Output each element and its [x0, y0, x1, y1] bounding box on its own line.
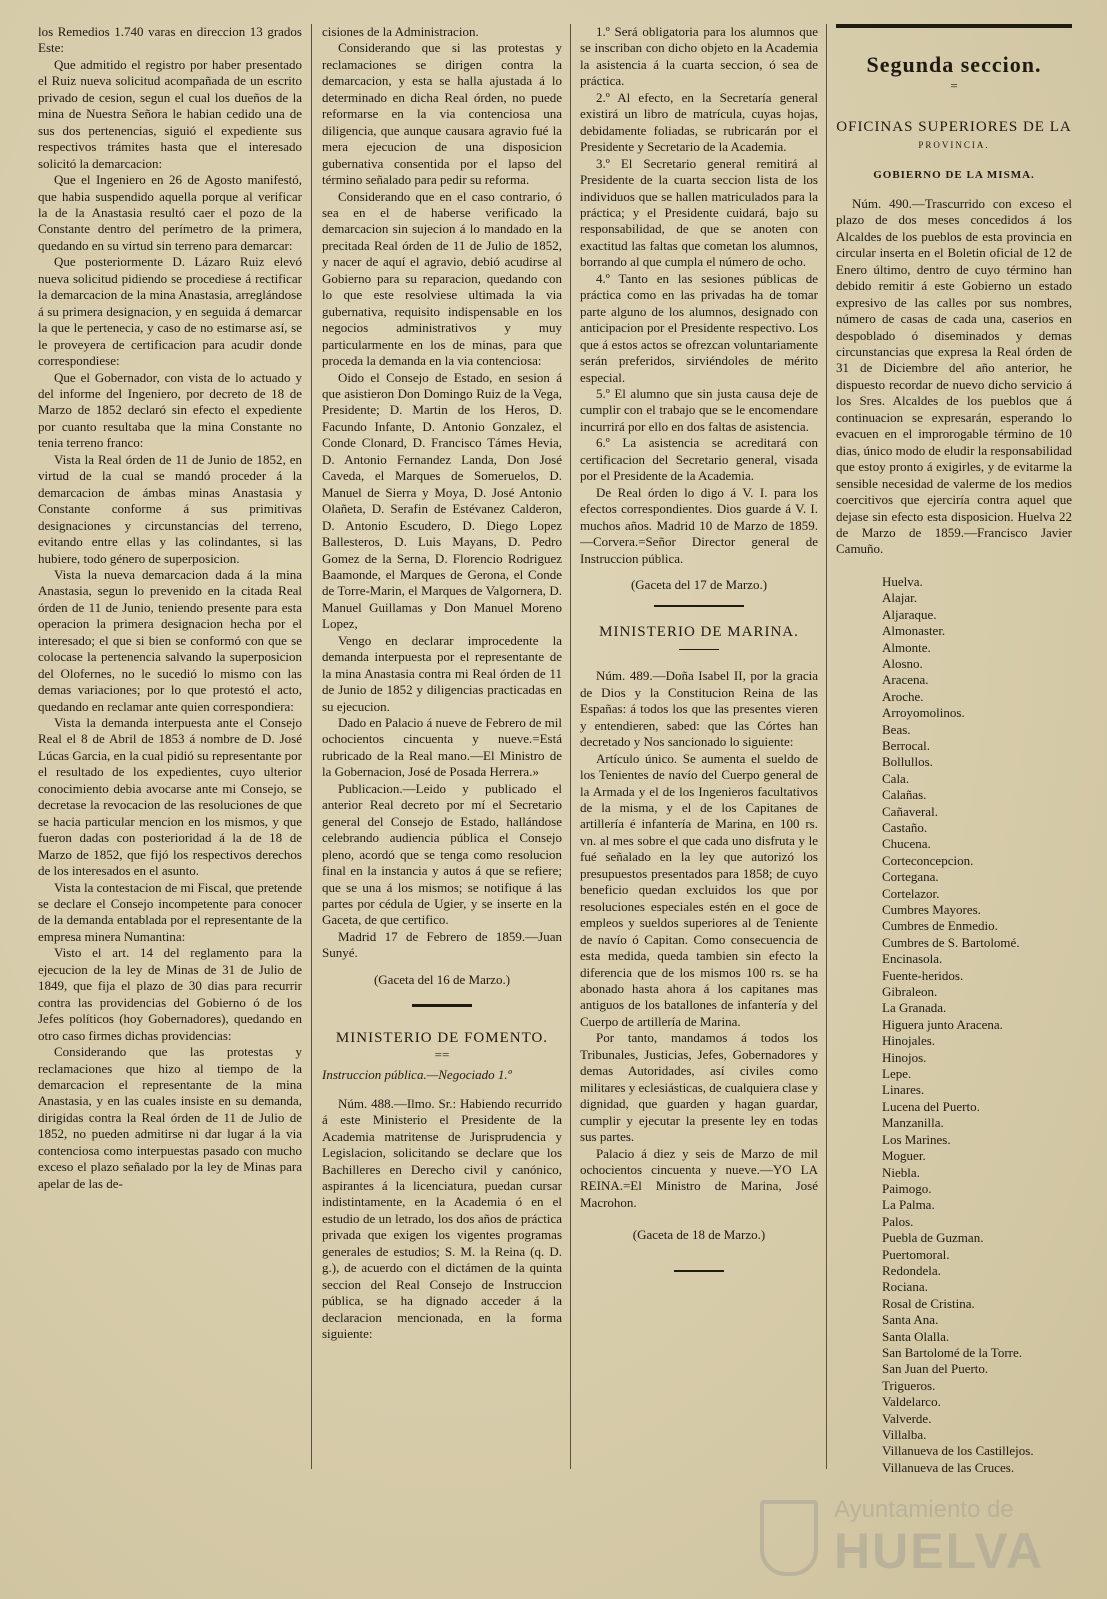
section-title: Segunda seccion. [866, 52, 1042, 77]
watermark-logo [760, 1496, 1050, 1586]
town-item: Cortelazor. [882, 885, 940, 901]
town-item: Castaño. [882, 819, 928, 835]
paragraph: 6.º La asistencia se acreditará con certificacion del Secretario general, visada por el Presidente de la Academia. [580, 435, 818, 484]
town-item: Chucena. [882, 836, 931, 852]
town-item: Cumbres de S. Bartolomé. [882, 934, 1020, 950]
paragraph: Que admitido el registro por haber presentado el Ruiz nueva solicitud acompañada de un escrito privado de cesion, segun el cual los dueños de la mina de Nuestra Señora le habian cedido una de sus dos pertenencias, siguió el expediente sus respectivos trámites hasta que el interesado solicitó la demarcacion: [38, 56, 302, 171]
town-item: Redondela. [882, 1262, 941, 1278]
town-item: La Palma. [882, 1197, 935, 1213]
town-item: Gibraleon. [882, 984, 938, 1000]
section-heading-marina: MINISTERIO DE MARINA. [599, 624, 799, 641]
town-item: Santa Olalla. [882, 1328, 950, 1344]
section-heading-fomento: MINISTERIO DE FOMENTO. [335, 1030, 549, 1047]
paragraph: Madrid 17 de Febrero de 1859.—Juan Sunyé. [322, 928, 562, 961]
town-item: Encinasola. [882, 951, 943, 967]
paragraph: Artículo único. Se aumenta el sueldo de los Tenientes de navío del Cuerpo general de la Armada y el de los Ingenieros facultativos de la misma, y el de los Capitanes de artillería é infantería de Marina, en 100 rs. vn. al mes sobre el que cada uno disfruta y le fué señalado en la ley que autorizó los presupuestos presentados para 1858; de cuyo beneficio quedan excluidos los que por resoluciones especiales estén en el goce de empleos y sueldos superiores al de Teniente de navío ó Capitan. Como consecuencia de esta medida, queda tambien sin efecto la diferencia que de los mismos 100 rs. se ha abonado hasta ahora á los capitanes mas antiguos de los batallones de infantería y del Cuerpo de artillería de Marina. [580, 750, 818, 1029]
paragraph: 5.º El alumno que sin justa causa deje de cumplir con el trabajo que se le encomendare incurrirá por ello en dos faltas de asistencia. [580, 385, 818, 434]
column-1 [38, 24, 302, 1489]
town-item: Lepe. [882, 1066, 912, 1082]
town-item: Villanueva de los Castillejos. [882, 1443, 1034, 1459]
town-item: Villalba. [882, 1427, 927, 1442]
town-item: Aracena. [882, 672, 929, 688]
gaceta-citation: (Gaceta de 18 de Marzo.) [632, 1227, 766, 1243]
heading-gobierno: GOBIERNO DE LA MISMA. [873, 169, 1035, 182]
paragraph: Núm. 489.—Doña Isabel II, por la gracia de Dios y la Constitucion Reina de las Españas: á todos los que las presentes vieren y entendieren, sabed: que las Córtes han decretado y Nos sancionado lo siguiente: [580, 668, 818, 750]
town-item: Valverde. [882, 1410, 932, 1426]
paragraph: 2.º Al efecto, en la Secretaría general existirá un libro de matrícula, cuyas hojas, debidamente foliadas, se rubricarán por el Presidente y Secretario de la Academia. [580, 89, 818, 155]
town-item: Hinojos. [882, 1049, 927, 1065]
town-item: Cumbres Mayores. [882, 902, 981, 917]
paragraph: los Remedios 1.740 varas en direccion 13 grados Este: [38, 24, 302, 56]
town-item: Villanueva de las Cruces. [882, 1459, 1015, 1475]
column-2 [322, 24, 562, 1489]
town-item: Higuera junto Aracena. [882, 1016, 1003, 1032]
town-item: Paimogo. [882, 1180, 932, 1196]
town-item: Trigueros. [882, 1377, 936, 1393]
section-divider [412, 1004, 472, 1007]
column-3 [580, 24, 818, 1489]
column-rule [311, 24, 312, 1469]
paragraph: Vista la nueva demarcacion dada á la mina Anastasia, segun lo prevenido en la citada Real órden de 11 de Junio, teniendo presente para esta operacion la primera designacion hecha por el interesado; el que si bien se conformó con que se colocase la pertenencia salvando la superposicion del Olofernes, no le sucedió lo mismo con las demas variaciones; por lo que protestó el acto, quedando en reclamar ante quien correspondiera: [38, 566, 302, 714]
paragraph: Visto el art. 14 del reglamento para la ejecucion de la ley de Minas de 31 de Julio de 1849, que fija el plazo de 30 dias para recurrir contra las providencias del Gobierno ó de los Jefes políticos (hoy Gobernadores), quedando en otro caso firmes dichas providencias: [38, 945, 302, 1043]
town-item: Arroyomolinos. [882, 705, 965, 721]
town-item: Almonte. [882, 639, 931, 655]
paragraph: cisiones de la Administracion. [322, 24, 479, 39]
paragraph: Vengo en declarar improcedente la demanda interpuesta por el representante de la mina Anastasia contra mi Real órden de 11 de Junio de 1852 y diligencias practicadas en su ejecucion. [322, 632, 562, 714]
town-item: Moguer. [882, 1148, 926, 1164]
paragraph: 3.º El Secretario general remitirá al Presidente de la cuarta seccion lista de los individuos que se hallen matriculados para la práctica; y el Presidente cuidará, bajo su responsabilidad, de que se anoten con exactitud las faltas que cometan los alumnos, borrando al que cumpla el número de ocho. [580, 155, 818, 270]
town-item: Santa Ana. [882, 1312, 939, 1328]
column-rule [570, 24, 571, 1469]
town-item: Cañaveral. [882, 803, 938, 819]
town-item: Beas. [882, 721, 911, 737]
town-item: Manzanilla. [882, 1115, 944, 1131]
paragraph: Palacio á diez y seis de Marzo de mil ochocientos cincuenta y nueve.—YO LA REINA.=El Ministro de Marina, José Macrohon. [580, 1145, 818, 1210]
paragraph: Que posteriormente D. Lázaro Ruiz elevó nueva solicitud pidiendo se procediese á rectificar la demarcacion de la mina Anastasia, arreglándose á su primera designacion, y en seguida á demarcar la que le pertenecia, y caso de no estimarse así, se le proveyera de certificacion para acudir donde correspondiese: [38, 254, 302, 369]
town-item: Aroche. [882, 688, 924, 704]
town-item: Cortegana. [882, 869, 939, 885]
title-underline: = [950, 78, 958, 93]
town-item: Hinojales. [882, 1033, 936, 1049]
town-item: Fuente-heridos. [882, 967, 964, 983]
town-item: Berrocal. [882, 737, 931, 753]
town-item: Calañas. [882, 787, 927, 803]
paragraph: 4.º Tanto en las sesiones públicas de práctica como en las privadas ha de tomar parte alguno de los alumnos, designado con anticipacion por el Presidente respectivo. Los que á estos actos se ofrezcan voluntariamente serán preferidos, sirviéndoles de mérito especial. [580, 270, 818, 385]
town-item: Alajar. [882, 590, 918, 606]
heading-underline [679, 649, 719, 650]
paragraph: Vista la Real órden de 11 de Junio de 1852, en virtud de la cual se mandó proceder á la demarcacion de ámbas minas Anastasia y Constante conforme á sus primitivas designaciones y circunstancias del terreno, evitando entre ellas y las colindantes, si las hubiere, todo género de superposicion. [38, 451, 302, 566]
town-item: Aljaraque. [882, 606, 937, 622]
paragraph: De Real órden lo digo á V. I. para los efectos correspondientes. Dios guarde á V. I. muchos años. Madrid 10 de Marzo de 1859.—Corvera.=Señor Director general de Instruccion pública. [580, 484, 818, 566]
town-item: Rociana. [882, 1279, 928, 1295]
paragraph: Vista la demanda interpuesta ante el Consejo Real el 8 de Abril de 1853 á nombre de D. José Lúcas Garcia, en la cual pidió su representante por el resultado de los expedientes, cuyo ulterior conocimiento debia avocarse ante mi Consejo, se decretase la revocacion de las resoluciones de que se hacia particular mencion en los mismos, y que fueron dadas con posterioridad á la de 18 de Marzo de 1852, que fijó los respectivos derechos de los interesados en el asunto. [38, 715, 302, 879]
section-divider [674, 1270, 724, 1272]
column-4 [836, 24, 1072, 1489]
town-item: Alosno. [882, 655, 923, 671]
town-item: Almonaster. [882, 623, 946, 639]
town-item: Los Marines. [882, 1131, 951, 1147]
town-item: Lucena del Puerto. [882, 1098, 980, 1114]
town-item: La Granada. [882, 1000, 947, 1016]
town-item: Puebla de Guzman. [882, 1230, 984, 1246]
paragraph: Que el Ingeniero en 26 de Agosto manifestó, que habia suspendido aquella porque al verificar la de la Anastasia resultó caer el pozo de la Constante dentro del perímetro de la primera, quedando en su virtud sin terreno para demarcar: [38, 172, 302, 253]
town-item: Cumbres de Enmedio. [882, 918, 998, 934]
town-item: Bollullos. [882, 754, 933, 770]
town-item: Corteconcepcion. [882, 852, 974, 868]
town-item: Rosal de Cristina. [882, 1295, 975, 1311]
paragraph: Dado en Palacio á nueve de Febrero de mil ochocientos cincuenta y nueve.=Está rubricado de la Real mano.—El Ministro de la Gobernacion, José de Posada Herrera.» [322, 715, 562, 780]
town-item: Palos. [882, 1213, 914, 1229]
watermark-line2: HUELVA [834, 1523, 1045, 1579]
town-item: Niebla. [882, 1164, 920, 1180]
paragraph: Núm. 490.—Trascurrido con exceso el plazo de dos meses concedidos á los Alcaldes de los pueblos de esta provincia en circular inserta en el Boletin oficial de 12 de Enero último, dentro de cuyo término han debido remitir á este Gobierno un estado expresivo de las calles por sus nombres, número de casas de cada una, caserios en despoblado ó diseminados y demas circunstancias que expresa la Real órden de 31 de Diciembre del año anterior, he dispuesto recordar de nuevo dicho servicio á los Sres. Alcaldes de los pueblos que á continuacion se expresarán, esperando lo evacuen en el improrogable término de 10 dias, único modo de eludir la responsabilidad que estoy pronto á exigirles, y de evitarme la sensible necesidad de valerme de los medios coercitivos que ejerciría contra aquel que dejase sin efecto esta disposicion. Huelva 22 de Marzo de 1859.—Francisco Javier Camuño. [836, 195, 1072, 557]
column-rule [826, 24, 827, 1469]
gaceta-citation: (Gaceta del 16 de Marzo.) [373, 971, 511, 987]
paragraph: Considerando que si las protestas y reclamaciones se dirigen contra la demarcacion, y esta se halla ajustada á lo determinado en dicha Real órden, no puede reformarse en la via contenciosa una diligencia, que aunque causara agravio fué la mera ejecucion de una disposicion gubernativa consentida por el lapso del término señalado para pedir su reforma. [322, 40, 562, 188]
paragraph: Publicacion.—Leido y publicado el anterior Real decreto por mí el Secretario general del Consejo de Estado, hallándose celebrando audiencia pública el Consejo pleno, acordó que se tenga como resolucion final en la instancia y autos á que se refiere; que se una á los mismos; se notifique á las partes por cédula de Ugier, y se inserte en la Gaceta, de que certifico. [322, 780, 562, 928]
town-item: Puertomoral. [882, 1246, 950, 1262]
town-item: San Bartolomé de la Torre. [882, 1344, 1023, 1360]
subheading: Instruccion pública.—Negociado 1.º [322, 1067, 512, 1083]
coat-of-arms-icon [760, 1500, 818, 1576]
paragraph: Oido el Consejo de Estado, en sesion á que asistieron Don Domingo Ruiz de la Vega, Presidente; D. Martin de los Heros, D. Facundo Infante, D. Antonio Gonzalez, el Conde Clonard, D. Francisco Támes Hevia, D. Antonio Fernandez Landa, Don José Caveda, el Marques de Someruelos, D. Manuel de Sierra y Moya, D. José Antonio Olañeta, D. Serafin de Estévanez Calderon, D. Antonio Escudero, D. Diego Lopez Ballesteros, D. Luis Mayans, D. Pedro Gomez de la Serna, D. Florencio Rodriguez Baamonde, el Marques de Gerona, el Conde de Torre-Marin, el Marques de Valgornera, D. Manuel Guillamas y Don Manuel Moreno Lopez, [322, 369, 562, 632]
town-list [882, 574, 1072, 1476]
paragraph: Considerando que en el caso contrario, ó sea en el de haberse verificado la demarcacion sin sujecion á lo mandado en la precitada Real órden de 11 de Julio de 1852, y nacer de aquí el agravio, debió acudirse al Gobierno para su reparacion, quedando con lo que este resolviese ultimada la via gubernativa, requisito indispensable en los negocios administrativos y muy particularmente en los de minas, para que proceda la demanda en la via contenciosa: [322, 188, 562, 369]
paragraph: 1.º Será obligatoria para los alumnos que se inscriban con dicho objeto en la Academia la asistencia á la cuarta seccion, ó sea de práctica. [580, 24, 818, 89]
heading-underline: == [434, 1047, 450, 1063]
town-item: Cala. [882, 770, 910, 786]
paragraph: Considerando que las protestas y reclamaciones que hizo al tiempo de la demarcacion el representante de la mina Anastasia, y en las cuales insiste en su demanda, dirigidas contra la Real órden de 11 de Julio de 1852, no pueden admitirse ni dar lugar á la via contenciosa como interpuestas pasado con mucho exceso el plazo señalado por la ley de Minas para apelar de las de- [38, 1044, 302, 1191]
gaceta-citation: (Gaceta del 17 de Marzo.) [630, 576, 768, 592]
paragraph: Núm. 488.—Ilmo. Sr.: Habiendo recurrido á este Ministerio el Presidente de la Academia matritense de Jurisprudencia y Legislacion, solicitando se declare que los Bachilleres en Derecho civil y canónico, aspirantes á la licenciatura, puedan cursar indistintamente, en la Academia ó en el estudio de un letrado, los dos años de práctica privada que exigen los vigentes programas generales de estudios; S. M. la Reina (q. D. g.), de acuerdo con el dictámen de la quinta seccion del Real Consejo de Instruccion pública, se ha dignado acceder á la declaracion mencionada, en la forma siguiente: [322, 1095, 562, 1342]
paragraph: Que el Gobernador, con vista de lo actuado y del informe del Ingeniero, por decreto de 18 de Marzo de 1852 declaró sin efecto el expediente por cuanto resultaba que la mina Constante no tenia terreno franco: [38, 369, 302, 451]
heading-oficinas: OFICINAS SUPERIORES DE LA [836, 119, 1072, 135]
town-item: Huelva. [882, 573, 923, 589]
town-item: Valdelarco. [882, 1394, 941, 1410]
watermark-line1: Ayuntamiento de [834, 1496, 1014, 1523]
paragraph: Vista la contestacion de mi Fiscal, que pretende se declare el Consejo incompetente para conocer de la demanda entablada por el representante de la empresa minera Numantina: [38, 879, 302, 944]
heading-provincia: PROVINCIA. [918, 140, 990, 150]
paragraph: Por tanto, mandamos á todos los Tribunales, Justicias, Jefes, Gobernadores y demas Autoridades, así civiles como militares y eclesiásticas, de cualquiera clase y dignidad, que guarden y hagan guardar, cumplir y ejecutar la presente ley en todas sus partes. [580, 1030, 818, 1145]
section-divider [654, 605, 744, 607]
town-item: Linares. [882, 1082, 925, 1098]
town-item: San Juan del Puerto. [882, 1361, 989, 1377]
